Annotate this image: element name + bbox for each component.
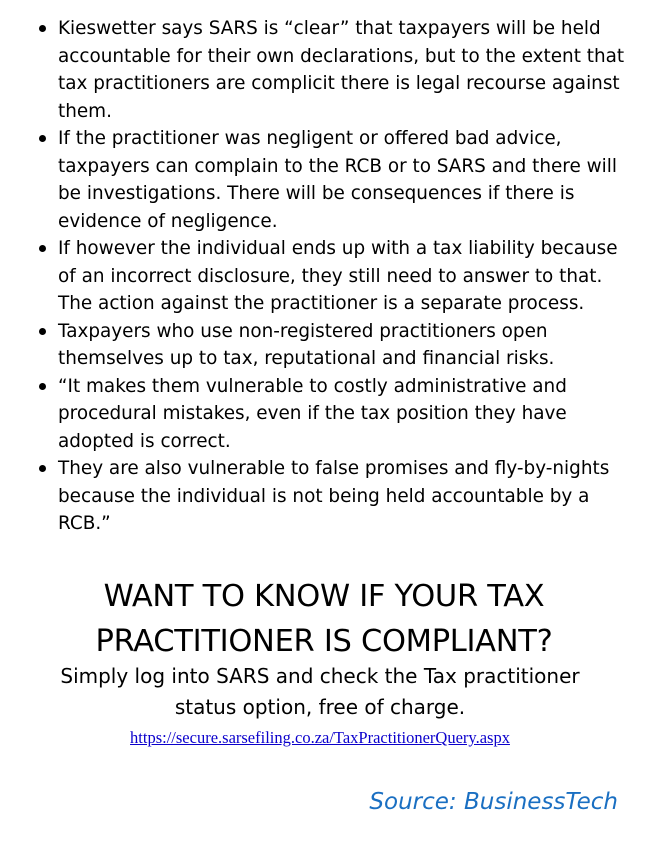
bullet-dot-icon bbox=[39, 135, 46, 142]
heading-line-1: WANT TO KNOW IF YOUR TAX bbox=[103, 579, 545, 614]
bullet-text: They are also vulnerable to false promises and fly-by-nights because the individual is not being held accountable by a RCB.” bbox=[58, 458, 610, 534]
instruction-line-1: Simply log into SARS and check the Tax practitioner bbox=[60, 664, 580, 688]
bullet-text: If however the individual ends up with a tax liability because of an incorrect disclosure, they still need to answer to that. The action against the practitioner is a separate process. bbox=[58, 238, 618, 314]
link-container bbox=[0, 727, 640, 749]
bullet-dot-icon bbox=[39, 465, 46, 472]
bullet-text: Taxpayers who use non-registered practitioners open themselves up to tax, reputational and financial risks. bbox=[58, 320, 555, 369]
bullet-text: “It makes them vulnerable to costly administrative and procedural mistakes, even if the tax position they have adopted is correct. bbox=[58, 375, 567, 452]
bullet-item bbox=[40, 455, 630, 538]
bullet-dot-icon bbox=[39, 383, 46, 390]
tax-practitioner-query-link[interactable]: https://secure.sarsefiling.co.za/TaxPractitionerQuery.aspx bbox=[130, 728, 510, 747]
bullet-item bbox=[40, 125, 630, 235]
bullet-item bbox=[40, 235, 630, 318]
bullet-text: If the practitioner was negligent or offered bad advice, taxpayers can complain to the RCB or to SARS and there will be investigations. There will be consequences if there is evidence of negligence. bbox=[58, 128, 617, 232]
page-heading bbox=[0, 574, 648, 664]
source-credit: Source: BusinessTech bbox=[369, 789, 618, 815]
heading-line-2: PRACTITIONER IS COMPLIANT? bbox=[95, 624, 553, 659]
bullet-dot-icon bbox=[39, 328, 46, 335]
bullet-item bbox=[40, 318, 630, 373]
bullet-dot-icon bbox=[39, 245, 46, 252]
bullet-text: Kieswetter says SARS is “clear” that taxpayers will be held accountable for their own declarations, but to the extent that tax practitioners are complicit there is legal recourse against them. bbox=[58, 18, 625, 122]
instruction-text bbox=[0, 661, 640, 723]
bullet-list bbox=[40, 15, 630, 538]
instruction-line-2: status option, free of charge. bbox=[174, 695, 466, 719]
bullet-dot-icon bbox=[39, 25, 46, 32]
bullet-item bbox=[40, 373, 630, 456]
bullet-item bbox=[40, 15, 630, 125]
